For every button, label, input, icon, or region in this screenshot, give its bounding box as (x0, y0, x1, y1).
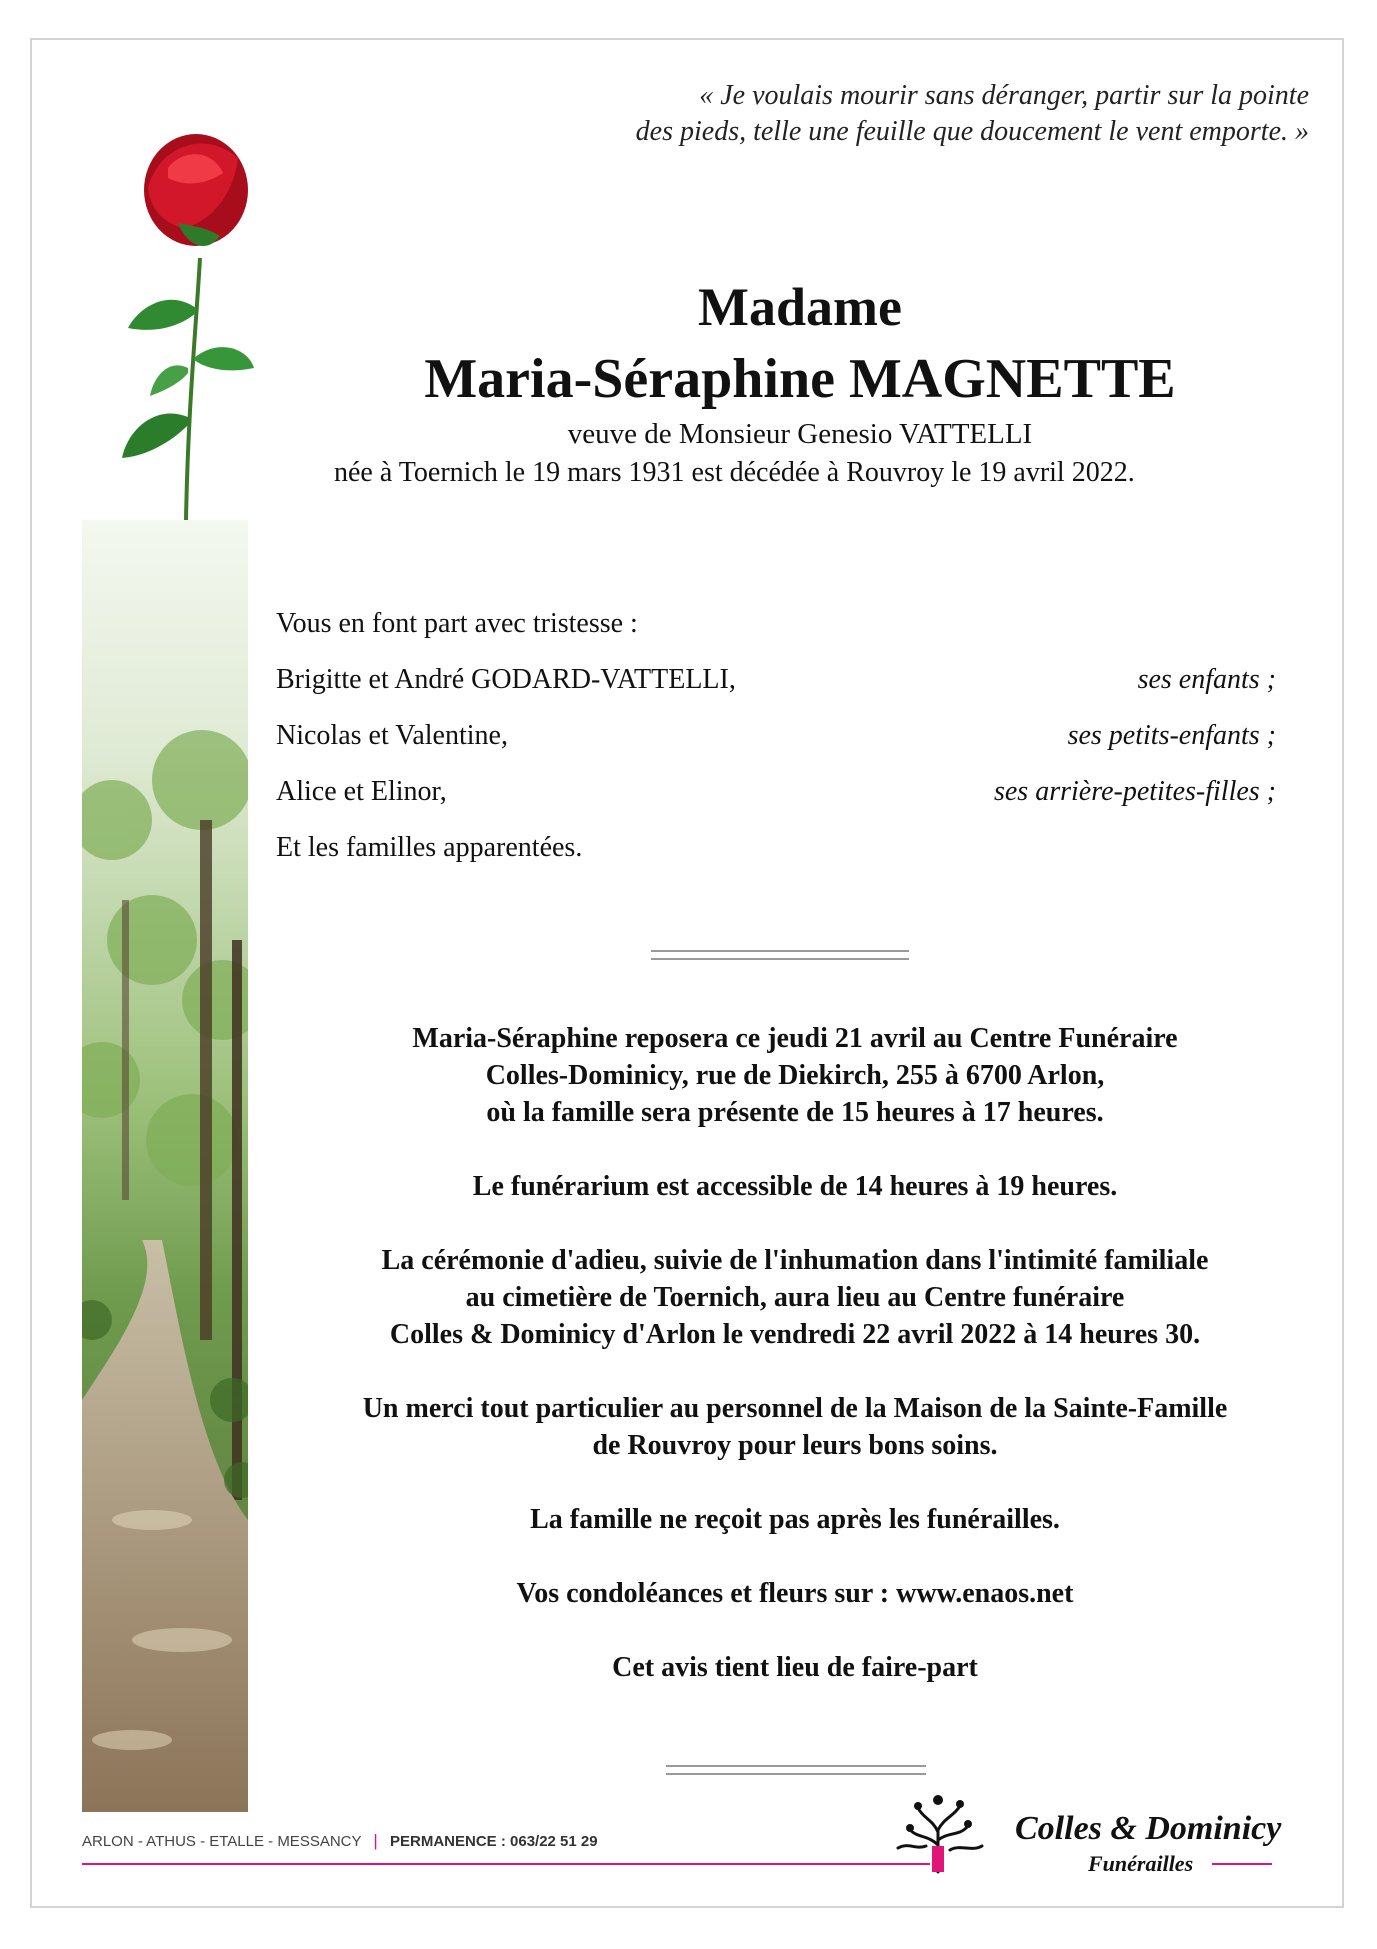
info-line: Maria-Séraphine reposera ce jeudi 21 avril au Centre Funéraire (412, 1023, 1178, 1054)
family-intro-row (276, 606, 1276, 662)
deceased-name: Maria-Séraphine MAGNETTE (424, 348, 1176, 410)
family-announcement (276, 606, 1276, 886)
tree-logo-icon (888, 1790, 988, 1874)
brand-name: Colles & Dominicy (1015, 1810, 1282, 1847)
family-member-relation: ses arrière-petites-filles ; (993, 776, 1276, 807)
family-member-name: Alice et Elinor, (276, 776, 447, 807)
hours-paragraph (270, 1168, 1320, 1205)
forest-path-image (82, 520, 248, 1812)
family-member-name: Nicolas et Valentine, (276, 720, 508, 751)
footer-permanence: PERMANENCE : 063/22 51 29 (390, 1833, 598, 1850)
info-line: La famille ne reçoit pas après les funérailles. (530, 1504, 1060, 1535)
widow-of: veuve de Monsieur Genesio VATTELLI (567, 418, 1033, 450)
viewing-paragraph (270, 1020, 1320, 1131)
info-line: Colles-Dominicy, rue de Diekirch, 255 à 6700 Arlon, (485, 1060, 1105, 1091)
info-line: Un merci tout particulier au personnel de la Maison de la Sainte-Famille (362, 1393, 1228, 1424)
funeral-info (270, 1020, 1320, 1723)
section-divider (651, 950, 909, 960)
birth-death-line: née à Toernich le 19 mars 1931 est décédée à Rouvroy le 19 avril 2022. (334, 457, 1135, 488)
info-line: Vos condoléances et fleurs sur : www.enaos.net (516, 1578, 1074, 1609)
info-line: Colles & Dominicy d'Arlon le vendredi 22 avril 2022 à 14 heures 30. (389, 1319, 1201, 1350)
family-member-name: Brigitte et André GODARD-VATTELLI, (276, 664, 736, 695)
footer-contact (82, 1831, 598, 1851)
family-intro: Vous en font part avec tristesse : (276, 608, 638, 639)
family-closing: Et les familles apparentées. (276, 832, 583, 863)
info-line: au cimetière de Toernich, aura lieu au Centre funéraire (465, 1282, 1125, 1313)
info-line: La cérémonie d'adieu, suivie de l'inhumation dans l'intimité familiale (381, 1245, 1209, 1276)
honorific-title: Madame (698, 277, 902, 337)
footer-accent-line-right (1212, 1863, 1272, 1865)
footer-separator: | (373, 1831, 378, 1850)
info-line: où la famille sera présente de 15 heures à 17 heures. (486, 1097, 1104, 1128)
thanks-paragraph (270, 1390, 1320, 1464)
family-closing-row (276, 830, 1276, 886)
info-line: de Rouvroy pour leurs bons soins. (592, 1430, 998, 1461)
info-line: Cet avis tient lieu de faire-part (612, 1652, 978, 1683)
quote-line-2: des pieds, telle une feuille que doucement le vent emporte. » (635, 116, 1309, 147)
notice-paragraph (270, 1649, 1320, 1686)
info-line: Le funérarium est accessible de 14 heures à 19 heures. (472, 1171, 1118, 1202)
family-member-row (276, 662, 1276, 718)
family-member-relation: ses enfants ; (1137, 664, 1276, 695)
condolences-paragraph (270, 1575, 1320, 1612)
family-member-relation: ses petits-enfants ; (1067, 720, 1276, 751)
bottom-divider (666, 1765, 926, 1775)
brand-subtitle: Funérailles (1088, 1851, 1194, 1876)
quote-line-1: « Je voulais mourir sans déranger, partir sur la pointe (699, 80, 1309, 111)
footer-accent-line (82, 1863, 930, 1865)
ceremony-paragraph (270, 1242, 1320, 1353)
footer-locations: ARLON - ATHUS - ETALLE - MESSANCY (82, 1833, 362, 1850)
family-member-row (276, 774, 1276, 830)
epigraph-quote (409, 78, 1309, 150)
no-reception-paragraph (270, 1501, 1320, 1538)
rose-icon (108, 128, 258, 520)
family-member-row (276, 718, 1276, 774)
